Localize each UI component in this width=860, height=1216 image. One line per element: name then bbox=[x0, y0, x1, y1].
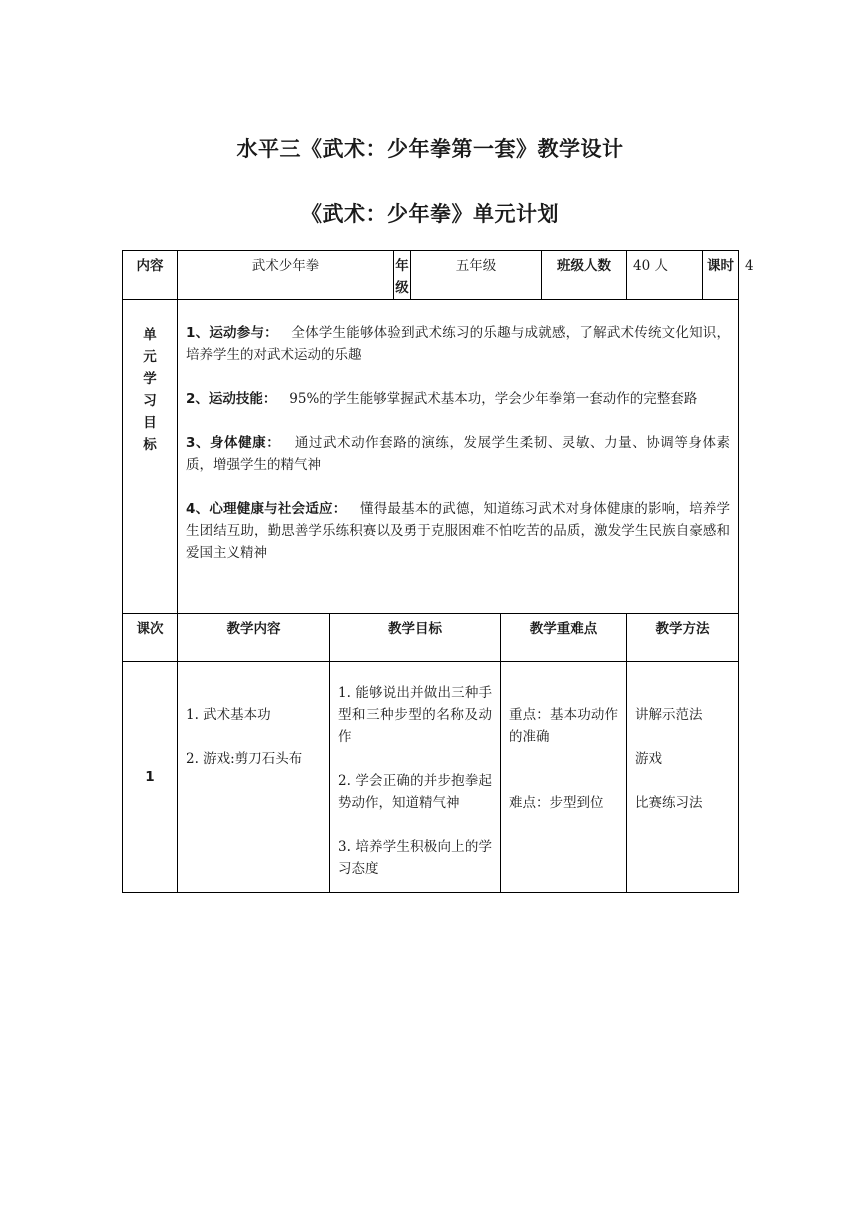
lesson-method-item: 比赛练习法 bbox=[635, 795, 703, 811]
lesson-goal-item: 1. 能够说出并做出三种手型和三种步型的名称及动作 bbox=[338, 685, 493, 745]
objectives-row bbox=[123, 300, 739, 614]
objective-heading: 3、身体健康： bbox=[186, 435, 281, 451]
lesson-goals bbox=[330, 662, 501, 893]
lesson-number: 1 bbox=[123, 662, 178, 893]
lesson-key-points-header: 教学重难点 bbox=[501, 614, 627, 662]
objectives-label-char: 习 bbox=[143, 393, 157, 409]
lesson-key-points bbox=[501, 662, 627, 893]
objective-item bbox=[186, 432, 730, 476]
objective-text: 全体学生能够体验到武术练习的乐趣与成就感，了解武术传统文化知识，培养学生的对武术运动的乐趣 bbox=[186, 325, 731, 363]
objective-item bbox=[186, 498, 730, 564]
document-title: 水平三《武术：少年拳第一套》教学设计 bbox=[236, 137, 624, 161]
unit-plan-subtitle: 《武术：少年拳》单元计划 bbox=[301, 202, 559, 226]
lesson-content-item: 1. 武术基本功 bbox=[186, 707, 271, 723]
grade-value: 五年级 bbox=[411, 251, 542, 300]
lesson-method-item: 讲解示范法 bbox=[635, 707, 703, 723]
hours-label: 课时 bbox=[703, 251, 739, 300]
lesson-number-header: 课次 bbox=[123, 614, 178, 662]
grade-label: 年级 bbox=[394, 251, 411, 300]
objective-item bbox=[186, 322, 730, 366]
objectives-label-char: 目 bbox=[143, 415, 157, 431]
lesson-content bbox=[178, 662, 330, 893]
lesson-row bbox=[123, 662, 739, 893]
unit-plan-table bbox=[122, 250, 754, 893]
lesson-goal-item: 3. 培养学生积极向上的学习态度 bbox=[338, 839, 493, 877]
objective-text: 通过武术动作套路的演练，发展学生柔韧、灵敏、力量、协调等身体素质，增强学生的精气神 bbox=[186, 435, 731, 473]
lesson-content-item: 2. 游戏:剪刀石头布 bbox=[186, 751, 303, 767]
lesson-methods bbox=[627, 662, 739, 893]
lesson-header-row bbox=[123, 614, 739, 662]
class-size-label: 班级人数 bbox=[542, 251, 627, 300]
lesson-methods-header: 教学方法 bbox=[627, 614, 739, 662]
lesson-goal-item: 2. 学会正确的并步抱拳起势动作，知道精气神 bbox=[338, 773, 493, 811]
lesson-goals-header: 教学目标 bbox=[330, 614, 501, 662]
objectives-label-char: 单 bbox=[143, 327, 157, 343]
objectives-label-char: 标 bbox=[143, 437, 157, 453]
objective-item bbox=[186, 388, 730, 410]
lesson-method-item: 游戏 bbox=[635, 751, 663, 767]
lesson-difficult-point: 难点：步型到位 bbox=[509, 795, 604, 811]
objective-heading: 1、运动参与： bbox=[186, 325, 278, 341]
lesson-key-point: 重点：基本功动作的准确 bbox=[509, 707, 619, 745]
lesson-content-header: 教学内容 bbox=[178, 614, 330, 662]
header-row: 内容 武术少年拳 年级 五年级 班级人数 40 人 课时 4 bbox=[123, 251, 739, 300]
objective-text: 懂得最基本的武德，知道练习武术对身体健康的影响，培养学生团结互助，勤思善学乐练积赛以及勇于克服困难不怕吃苦的品质，激发学生民族自豪感和爱国主义精神 bbox=[186, 501, 731, 561]
content-label: 内容 bbox=[123, 251, 178, 300]
objectives-label-char: 元 bbox=[143, 349, 157, 365]
content-value: 武术少年拳 bbox=[178, 251, 394, 300]
objective-heading: 4、心理健康与社会适应： bbox=[186, 501, 347, 517]
class-size-value: 40 人 bbox=[627, 251, 703, 300]
objectives-label bbox=[123, 300, 178, 614]
objective-text: 95%的学生能够掌握武术基本功，学会少年拳第一套动作的完整套路 bbox=[289, 391, 698, 407]
objective-heading: 2、运动技能： bbox=[186, 391, 277, 407]
objectives-content bbox=[178, 300, 739, 614]
objectives-label-char: 学 bbox=[143, 371, 157, 387]
